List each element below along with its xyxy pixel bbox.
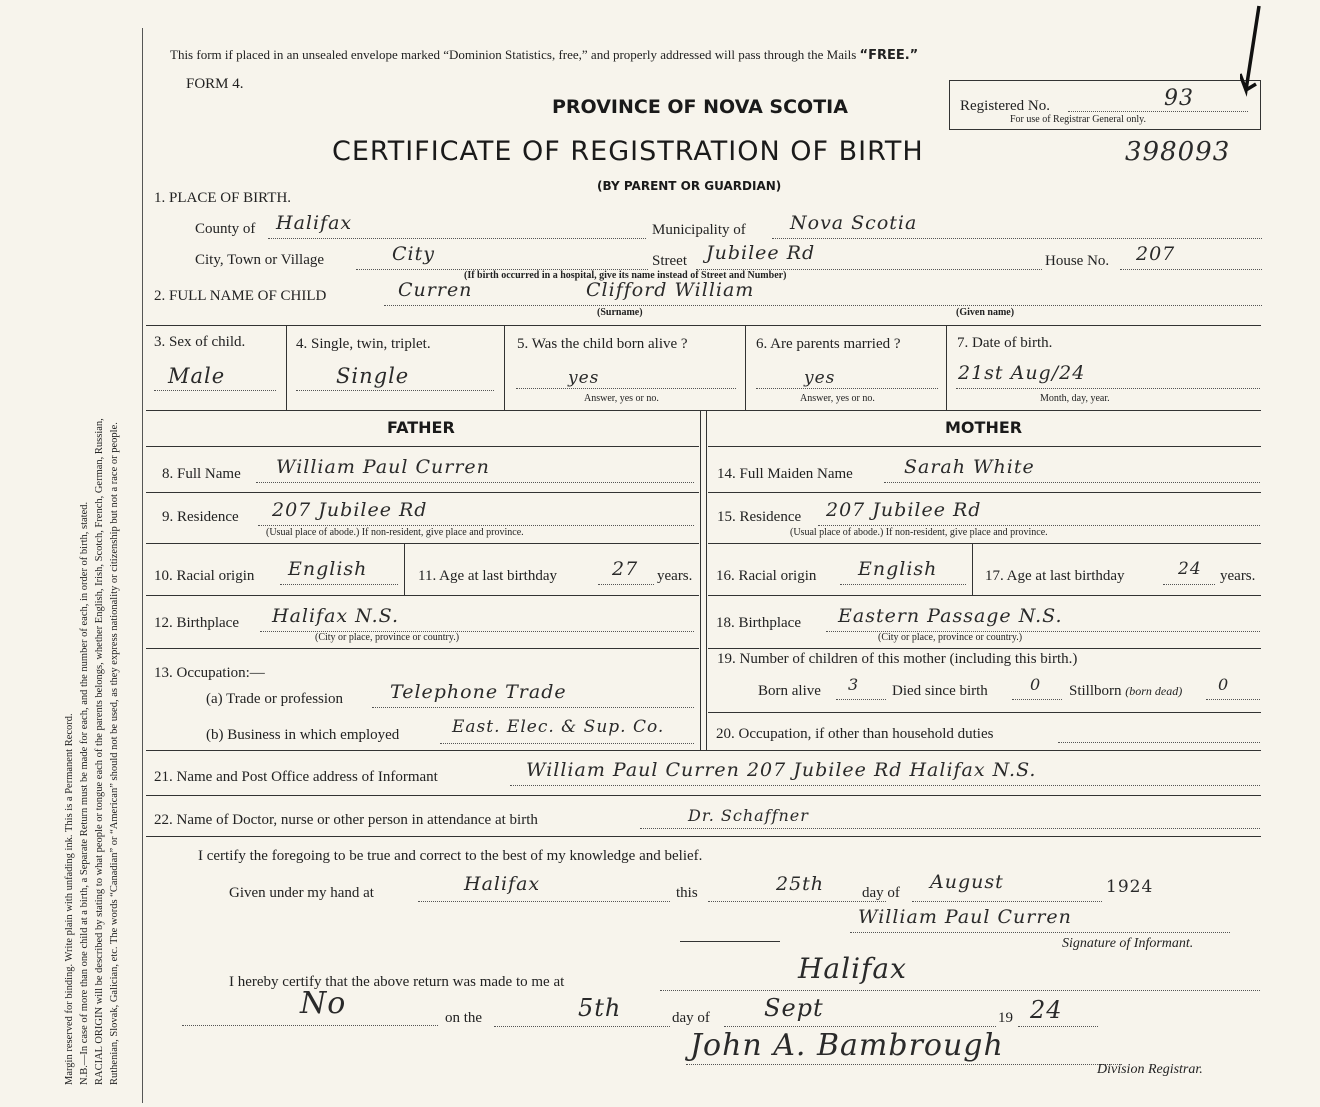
rule-row-14 (708, 492, 1261, 493)
registered-number-box (949, 80, 1261, 130)
rule-short-divider (680, 941, 780, 942)
margin-note-line-2: N.B.—In case of more than one child at a birth, a Separate Return must be made for each, and the number of each, in order of birth, stated. (79, 501, 90, 1085)
binding-margin-line (142, 28, 143, 1103)
informant-value: William Paul Curren 207 Jubilee Rd Halifax N.S. (526, 759, 1037, 781)
rule-sex-row-bottom (146, 410, 1261, 411)
rule-parents-divider (700, 410, 701, 750)
registrar-day-line (494, 1026, 670, 1027)
mother-age-label: 17. Age at last birthday (985, 568, 1125, 584)
business-label: (b) Business in which employed (206, 727, 400, 743)
father-birthplace-label: 12. Birthplace (154, 615, 239, 631)
father-age-unit: years. (657, 568, 693, 584)
informant-line (510, 785, 1260, 786)
mother-name-line (884, 482, 1260, 483)
father-residence-value: 207 Jubilee Rd (272, 499, 428, 521)
given-under-hand-label: Given under my hand at (229, 885, 374, 901)
given-place-line (418, 901, 670, 902)
father-residence-note: (Usual place of abode.) If non-resident, give place and province. (266, 527, 524, 538)
rule-mother-heading (708, 446, 1261, 447)
informant-signature: William Paul Curren (858, 906, 1072, 928)
date-of-birth-label: 7. Date of birth. (957, 335, 1053, 351)
postal-note (170, 47, 918, 63)
registered-number-label: Registered No. (960, 98, 1050, 114)
born-alive-count-line (836, 699, 886, 700)
rule-parents-divider-2 (706, 410, 707, 750)
child-surname-value: Curren (398, 279, 473, 301)
mother-birthplace-label: 18. Birthplace (716, 615, 801, 631)
registrar-signature-caption: Division Registrar. (1097, 1062, 1203, 1077)
children-count-label: 19. Number of children of this mother (including this birth.) (717, 651, 1078, 667)
mother-racial-value: English (858, 558, 938, 580)
registered-number-line (1068, 111, 1248, 112)
house-number-label: House No. (1045, 253, 1110, 269)
father-name-label: 8. Full Name (162, 466, 241, 482)
died-since-birth-line (1012, 699, 1062, 700)
rule-row-15 (708, 543, 1261, 544)
this-label: this (676, 885, 698, 901)
street-label: Street (652, 253, 687, 269)
certificate-title: CERTIFICATE OF REGISTRATION OF BIRTH (332, 136, 924, 167)
married-line (756, 388, 938, 389)
mother-racial-line (840, 584, 966, 585)
business-line (440, 743, 694, 744)
rule-row-12 (146, 648, 699, 649)
mother-residence-note: (Usual place of abode.) If non-resident, give place and province. (790, 527, 1048, 538)
postal-note-text: This form if placed in an unsealed envelope marked “Dominion Statistics, free,” and properly addressed will pass through the Mails (170, 47, 857, 62)
form-number: FORM 4. (186, 76, 244, 92)
father-age-line (598, 584, 654, 585)
margin-notes (62, 35, 122, 1085)
mother-name-label: 14. Full Maiden Name (717, 466, 853, 482)
province-heading: PROVINCE OF NOVA SCOTIA (552, 96, 848, 118)
registered-number-value: 93 (1164, 86, 1194, 111)
father-residence-line (258, 525, 694, 526)
father-age-value: 27 (612, 558, 639, 580)
child-given-name-value: Clifford William (586, 279, 755, 301)
father-heading: FATHER (387, 418, 455, 437)
plurality-label: 4. Single, twin, triplet. (296, 336, 431, 352)
father-racial-value: English (288, 558, 368, 580)
county-value: Halifax (276, 212, 353, 234)
given-place-value: Halifax (464, 873, 541, 895)
postal-note-free: “FREE.” (859, 48, 919, 63)
doctor-value: Dr. Schaffner (688, 806, 809, 825)
rule-alive-married (745, 325, 746, 410)
signature-line (850, 932, 1230, 933)
child-name-label: 2. FULL NAME OF CHILD (154, 288, 327, 304)
trade-line (372, 707, 694, 708)
house-number-value: 207 (1136, 243, 1176, 265)
check-mark (1240, 4, 1262, 110)
registrar-year-value: 24 (1030, 996, 1063, 1024)
rule-sex-row-top (146, 325, 1261, 326)
rule-row-10 (146, 595, 699, 596)
city-label: City, Town or Village (195, 252, 325, 268)
parents-married-value: yes (804, 368, 836, 388)
rule-plurality-alive (504, 325, 505, 410)
registrar-day-of-label: day of (672, 1010, 710, 1026)
given-month-line (912, 901, 1102, 902)
died-since-birth-value: 0 (1030, 675, 1042, 694)
mother-occupation-line (1058, 742, 1260, 743)
given-day-value: 25th (776, 873, 825, 895)
mother-racial-label: 16. Racial origin (716, 568, 817, 584)
father-occupation-label: 13. Occupation:— (154, 665, 265, 681)
county-line (268, 238, 646, 239)
born-alive-answer-note: Answer, yes or no. (584, 393, 659, 404)
dob-line (956, 388, 1260, 389)
municipality-label: Municipality of (652, 222, 746, 238)
registrar-day-value: 5th (578, 994, 622, 1022)
mother-name-value: Sarah White (904, 456, 1035, 478)
registrar-use-note: For use of Registrar General only. (1010, 114, 1146, 125)
given-name-note: (Given name) (956, 307, 1015, 318)
father-birthplace-note: (City or place, province or country.) (315, 632, 460, 643)
registrar-statement: I hereby certify that the above return was made to me at (229, 974, 565, 990)
rule-row-19 (708, 712, 1261, 713)
registrar-place-line (660, 990, 1260, 991)
rule-row-16 (708, 595, 1261, 596)
sex-label: 3. Sex of child. (154, 334, 246, 350)
mother-age-line (1163, 584, 1215, 585)
trade-label: (a) Trade or profession (206, 691, 344, 707)
stillborn-value: 0 (1218, 675, 1230, 694)
registrar-signature-line (686, 1064, 1122, 1065)
margin-note-line-1: Margin reserved for binding. Write plain with unfading ink. This is a Permanent Record. (64, 713, 75, 1085)
born-alive-line (516, 388, 736, 389)
father-name-value: William Paul Curren (276, 456, 490, 478)
mother-age-value: 24 (1178, 559, 1202, 579)
father-birthplace-value: Halifax N.S. (272, 605, 399, 627)
father-racial-label: 10. Racial origin (154, 568, 255, 584)
mother-residence-label: 15. Residence (717, 509, 802, 525)
date-of-birth-note: Month, day, year. (1040, 393, 1110, 404)
municipality-value: Nova Scotia (790, 212, 918, 234)
place-of-birth-heading: 1. PLACE OF BIRTH. (154, 190, 292, 206)
surname-note: (Surname) (597, 307, 643, 318)
given-year-value: 1924 (1106, 877, 1154, 897)
sex-value: Male (168, 364, 226, 388)
mother-residence-line (818, 525, 1260, 526)
rule-row-9 (146, 543, 699, 544)
sex-line (154, 390, 276, 391)
registrar-month-line (724, 1026, 996, 1027)
registrar-month-value: Sept (764, 994, 824, 1022)
mother-age-unit: years. (1220, 568, 1256, 584)
municipality-line (772, 238, 1262, 239)
mother-heading: MOTHER (945, 418, 1023, 437)
father-name-line (256, 482, 694, 483)
margin-note-line-3: RACIAL ORIGIN will be described by stating to what people or tongue each of the parents belongs, whether English, Irish, Scotch, French, German, Russian, (94, 418, 105, 1085)
mother-birthplace-note: (City or place, province or country.) (878, 632, 1023, 643)
father-residence-label: 9. Residence (162, 509, 239, 525)
rule-mother-racial-age (972, 543, 973, 595)
rule-father-heading (146, 446, 699, 447)
rule-row-18 (708, 648, 1261, 649)
day-of-label: day of (862, 885, 900, 901)
certificate-subtitle: (BY PARENT OR GUARDIAN) (597, 179, 782, 193)
street-value: Jubilee Rd (706, 242, 816, 264)
stillborn-label (1069, 683, 1182, 700)
mother-residence-value: 207 Jubilee Rd (826, 499, 982, 521)
rule-row-22 (146, 836, 1261, 837)
informant-label: 21. Name and Post Office address of Informant (154, 769, 438, 785)
born-alive-value: yes (568, 368, 600, 388)
child-name-line (384, 305, 1262, 306)
given-day-line (708, 901, 886, 902)
informant-signature-caption: Signature of Informant. (1062, 936, 1194, 951)
mother-occupation-label: 20. Occupation, if other than household duties (716, 726, 994, 742)
margin-note-line-4: Ruthenian, Slovak, Galician, etc. The words “Canadian” or “American” should not be used, as they express nationality or citizenship but not a race or people. (109, 422, 120, 1085)
registrar-place-value: Halifax (798, 952, 907, 985)
rule-father-racial-age (404, 543, 405, 595)
doctor-line (640, 828, 1260, 829)
mother-birthplace-value: Eastern Passage N.S. (838, 605, 1063, 627)
doctor-label: 22. Name of Doctor, nurse or other person in attendance at birth (154, 812, 538, 828)
trade-value: Telephone Trade (390, 681, 567, 703)
rule-sex-plurality (286, 325, 287, 410)
plurality-value: Single (336, 364, 410, 388)
rule-married-dob (946, 325, 947, 410)
born-alive-label: 5. Was the child born alive ? (517, 336, 688, 352)
rule-row-8 (146, 492, 699, 493)
stillborn-note: (born dead) (1125, 684, 1183, 698)
registrar-mark: No (300, 986, 347, 1021)
plurality-line (296, 390, 494, 391)
born-alive-count-label: Born alive (758, 683, 821, 699)
parents-married-label: 6. Are parents married ? (756, 336, 901, 352)
business-value: East. Elec. & Sup. Co. (452, 717, 665, 737)
hospital-note: (If birth occurred in a hospital, give its name instead of Street and Number) (464, 270, 787, 281)
married-answer-note: Answer, yes or no. (800, 393, 875, 404)
born-alive-count-value: 3 (848, 675, 860, 694)
county-label: County of (195, 221, 256, 237)
registrar-year-line (1018, 1026, 1098, 1027)
registrar-signature: John A. Bambrough (690, 1028, 1004, 1063)
date-of-birth-value: 21st Aug/24 (958, 362, 1086, 384)
certification-statement: I certify the foregoing to be true and correct to the best of my knowledge and belief. (198, 848, 703, 864)
registrar-mark-line (182, 1025, 438, 1026)
died-since-birth-label: Died since birth (892, 683, 988, 699)
certificate-number: 398093 (1125, 137, 1231, 167)
father-racial-line (280, 584, 398, 585)
registrar-on-the-label: on the (445, 1010, 483, 1026)
rule-row-21 (146, 795, 1261, 796)
house-number-line (1120, 269, 1262, 270)
registrar-year-prefix: 19 (998, 1010, 1013, 1026)
stillborn-line (1206, 699, 1260, 700)
stillborn-label-text: Stillborn (1069, 683, 1122, 699)
given-month-value: August (930, 871, 1004, 893)
rule-parents-bottom (146, 750, 1261, 751)
city-value: City (392, 243, 435, 265)
father-age-label: 11. Age at last birthday (418, 568, 557, 584)
